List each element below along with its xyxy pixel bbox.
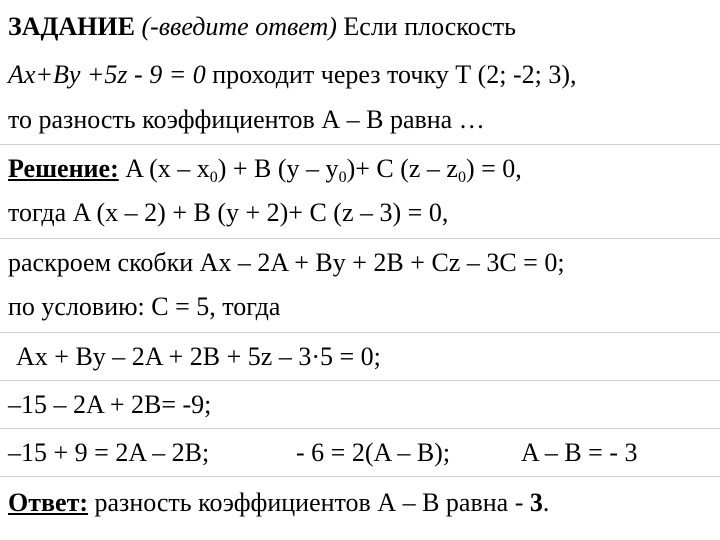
task-text-3: то разность коэффициентов А – В равна … — [8, 105, 485, 134]
subscript-zero: 0 — [209, 169, 218, 186]
plane-equation: Ax+By +5z - 9 = 0 — [8, 60, 206, 89]
task-text-2: проходит через точку Т (2; -2; 3), — [205, 60, 577, 89]
answer-text: разность коэффициентов А – В равна - — [88, 488, 530, 517]
divider — [0, 238, 720, 239]
solution-l6: –15 – 2A + 2B= -9; — [8, 390, 212, 419]
divider — [0, 476, 720, 477]
task-text-1: Если плоскость — [336, 12, 517, 41]
solution-line-7 — [8, 440, 209, 466]
solution-line-2 — [8, 200, 448, 226]
answer-label: Ответ: — [8, 488, 89, 517]
divider — [0, 332, 720, 333]
solution-line-7b — [296, 440, 450, 466]
answer-line — [8, 490, 549, 516]
solution-l2: тогда A (x – 2) + B (y + 2)+ C (z – 3) = 0, — [8, 198, 449, 227]
solution-line-4 — [8, 294, 280, 320]
task-line-2 — [8, 62, 577, 88]
answer-end: . — [542, 488, 550, 517]
task-instruction: (-введите ответ) — [141, 12, 337, 41]
solution-l3: раскроем скобки Ax – 2A + By + 2B + Cz – 3C = 0; — [8, 248, 565, 277]
solution-l4: по условию: C = 5, тогда — [8, 292, 281, 321]
divider — [0, 144, 720, 145]
task-line-1 — [8, 14, 516, 40]
solution-line-7c — [521, 440, 638, 466]
subscript-zero: 0 — [338, 169, 347, 186]
answer-value: 3 — [529, 488, 543, 517]
solution-l7-a: –15 + 9 = 2A – 2B; — [8, 438, 210, 467]
solution-line-1 — [8, 154, 522, 186]
task-label: ЗАДАНИЕ — [8, 12, 135, 41]
divider — [0, 428, 720, 429]
solution-label: Решение: — [8, 154, 119, 183]
solution-line-6 — [8, 392, 211, 418]
subscript-zero: 0 — [457, 169, 466, 186]
solution-l1-b: ) + B (y – y — [217, 154, 339, 183]
divider — [0, 380, 720, 381]
solution-line-5 — [16, 344, 381, 370]
solution-l1-c: )+ C (z – z — [346, 154, 458, 183]
solution-l5: Ax + By – 2A + 2B + 5z – 3·5 = 0; — [16, 342, 381, 371]
task-line-3 — [8, 107, 485, 133]
solution-l1-d: ) = 0, — [465, 154, 522, 183]
solution-l7-c: A – B = - 3 — [521, 438, 638, 467]
solution-l1-a: A (x – x — [118, 154, 210, 183]
solution-line-3 — [8, 250, 565, 276]
solution-l7-b: - 6 = 2(A – B); — [296, 438, 451, 467]
